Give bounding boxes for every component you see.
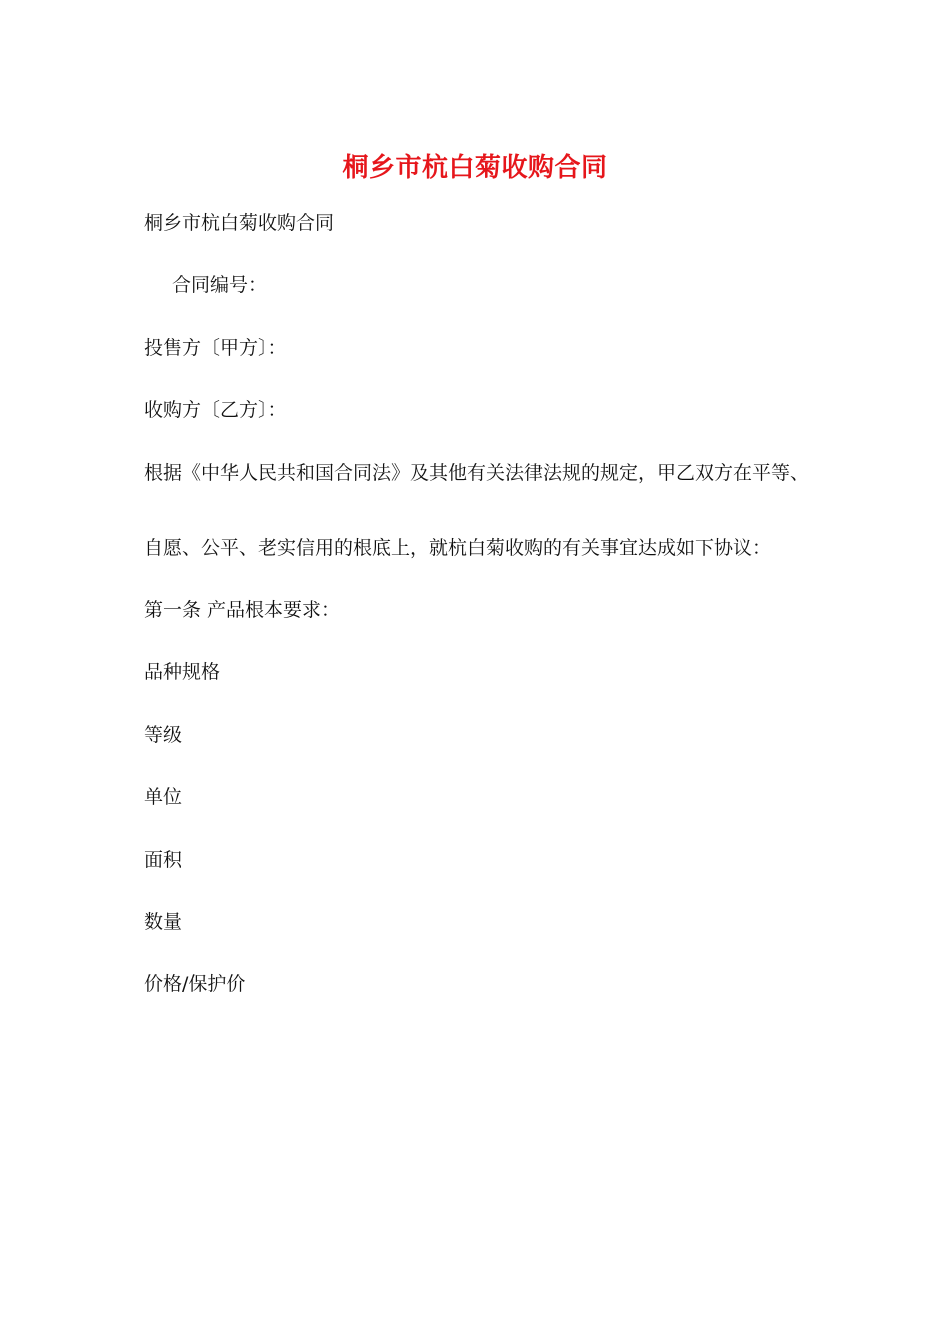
document-title: 桐乡市杭白菊收购合同 xyxy=(342,153,608,183)
preamble-line-2: 自愿、公平、老实信用的根底上，就杭白菊收购的有关事宜达成如下协议： xyxy=(144,537,772,559)
buyer-party-line: 收购方〔乙方〕： xyxy=(144,399,287,421)
field-quantity: 数量 xyxy=(144,911,183,933)
field-price: 价格/保护价 xyxy=(144,973,246,995)
contract-number-line: 合同编号： xyxy=(172,274,268,296)
field-grade: 等级 xyxy=(144,724,183,746)
field-unit: 单位 xyxy=(144,786,183,808)
field-variety-spec: 品种规格 xyxy=(144,661,221,683)
subtitle-line: 桐乡市杭白菊收购合同 xyxy=(144,212,335,234)
article-one-heading: 第一条 产品根本要求： xyxy=(144,599,341,621)
field-area: 面积 xyxy=(144,849,183,871)
preamble-line-1: 根据《中华人民共和国合同法》及其他有关法律法规的规定，甲乙双方在平等、 xyxy=(144,462,810,484)
seller-party-line: 投售方〔甲方〕： xyxy=(144,337,287,359)
